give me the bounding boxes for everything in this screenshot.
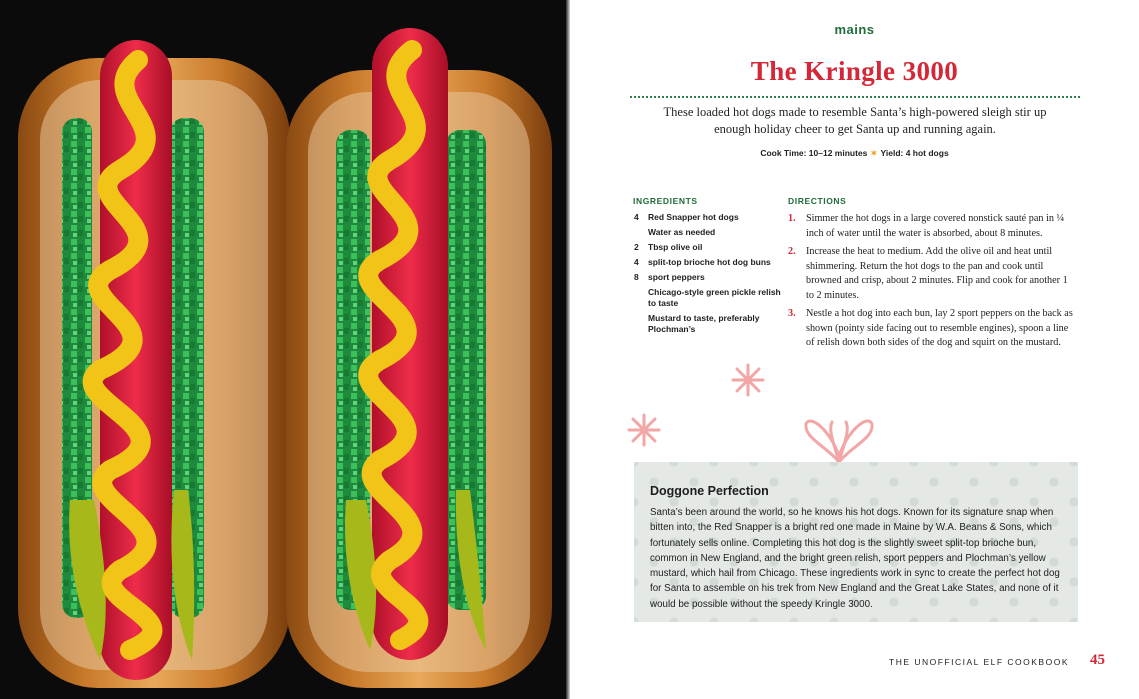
hot-dog-photo bbox=[0, 0, 568, 699]
ingredient-item: Chicago-style green pickle relish to taste bbox=[648, 287, 781, 308]
direction-step: 1. Simmer the hot dogs in a large covered nonstick sauté pan in ¼ inch of water until the water is absorbed, about 8 minutes. bbox=[788, 213, 1065, 239]
hot-dog-left bbox=[18, 40, 290, 688]
sidebar-body: Santa’s been around the world, so he knows his hot dogs. Known for its signature snap when bitten into, the Red Snapper is a bright red one made in Maine by W.A. Beans & Sons, which fortunately sells online. Completing this hot dog is the slightly sweet split-top brioche bun, common in New England, and the bright green relish, sport peppers and Plochman’s yellow mustard, which hail from Chicago. These ingredients work in sync to create the perfect hot dog for Santa to assemble on his trek from New England and the Great Lake States, and none of it would be possible without the speedy Kringle 3000. bbox=[650, 507, 1060, 610]
directions-list bbox=[788, 212, 1078, 355]
page-number: 45 bbox=[1090, 652, 1105, 668]
ingredients-heading: INGREDIENTS bbox=[633, 196, 698, 206]
gift-bow-icon bbox=[796, 416, 882, 466]
ingredient-item: Mustard to taste, preferably Plochman’s bbox=[648, 313, 760, 334]
recipe-title: The Kringle 3000 bbox=[750, 56, 959, 86]
recipe-meta bbox=[570, 148, 1139, 159]
snowflake-icon bbox=[730, 362, 766, 398]
cook-time: Cook Time: 10–12 minutes bbox=[760, 148, 868, 158]
hot-dog-illustration bbox=[0, 0, 568, 699]
recipe-page bbox=[570, 0, 1139, 699]
dotted-divider-top bbox=[630, 96, 1080, 98]
ingredient-item: 8 sport peppers bbox=[634, 272, 705, 282]
yield: Yield: 4 hot dogs bbox=[880, 148, 949, 158]
sidebar-box bbox=[634, 462, 1078, 622]
ingredients-list bbox=[632, 212, 782, 339]
section-tag: mains bbox=[834, 22, 875, 37]
ingredient-item: 4 Red Snapper hot dogs bbox=[634, 212, 739, 222]
snowflake-icon bbox=[626, 412, 662, 448]
recipe-intro: These loaded hot dogs made to resemble Santa’s high-powered sleigh stir up enough holiday cheer to get Santa up and running again. bbox=[663, 105, 1047, 136]
ingredient-item: 4 split-top brioche hot dog buns bbox=[634, 257, 771, 267]
star-icon: ✶ bbox=[870, 148, 878, 158]
ingredient-item: 2 Tbsp olive oil bbox=[634, 242, 703, 252]
direction-step: 2. Increase the heat to medium. Add the olive oil and heat until shimmering. Return the hot dogs to the pan and cook until browned and crisp, about 2 minutes. Flip and cook for another 1 to 2 minutes. bbox=[788, 246, 1068, 301]
book-title-footer: THE UNOFFICIAL ELF COOKBOOK bbox=[889, 657, 1069, 667]
hot-dog-right bbox=[286, 28, 552, 688]
direction-step: 3. Nestle a hot dog into each bun, lay 2 sport peppers on the back as shown (pointy side facing out to resemble engines), spoon a line of relish down both sides of the dog and squirt on the mustard. bbox=[788, 308, 1073, 348]
directions-heading: DIRECTIONS bbox=[788, 196, 847, 206]
sidebar-title: Doggone Perfection bbox=[650, 484, 769, 498]
ingredient-item: Water as needed bbox=[648, 227, 716, 237]
